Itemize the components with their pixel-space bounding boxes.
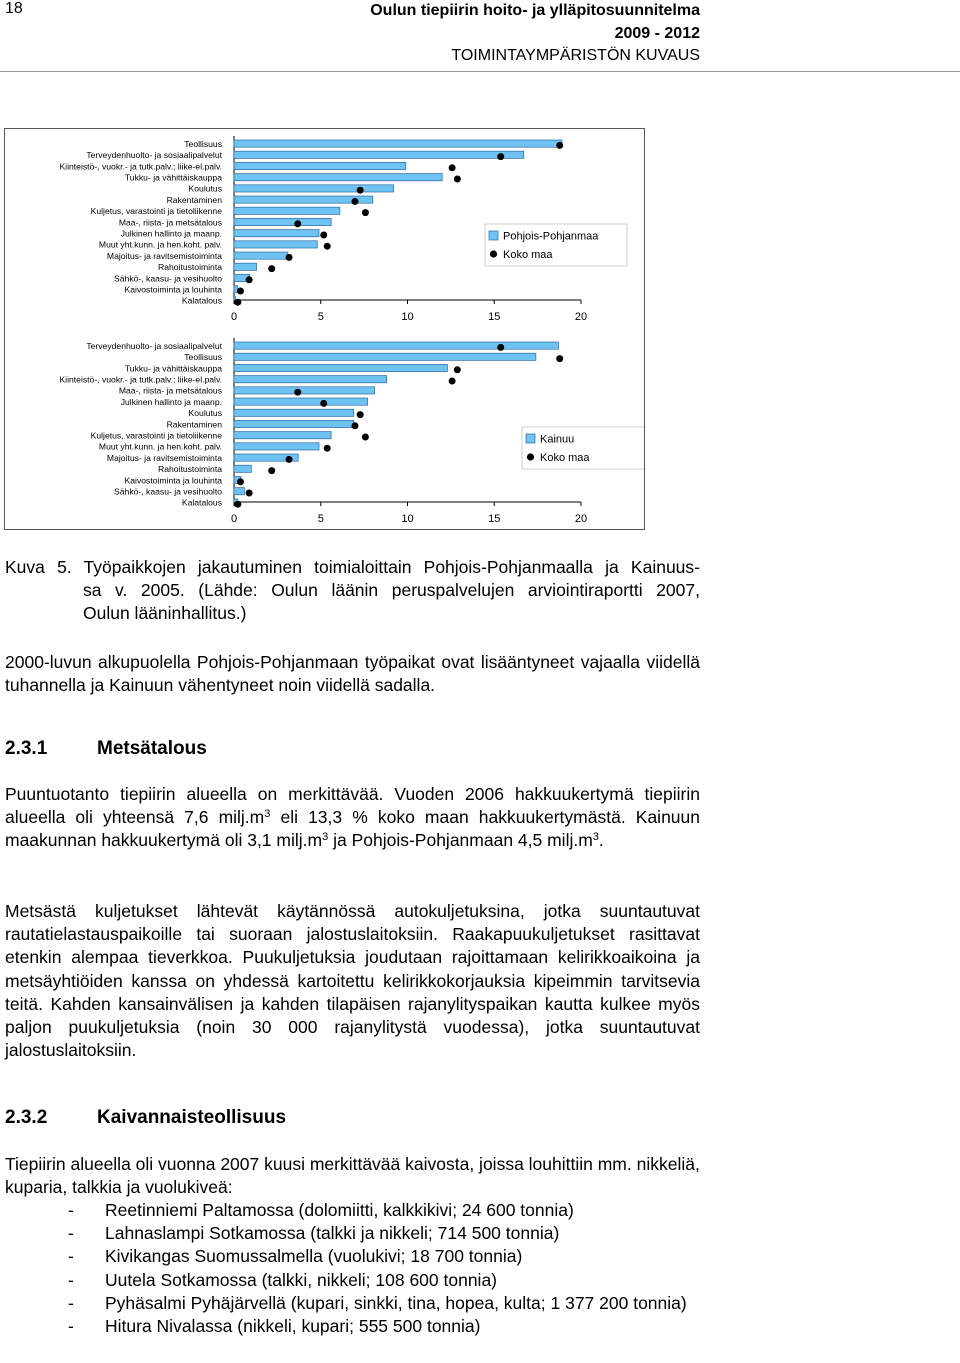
bar-mark xyxy=(234,207,340,214)
document-years: 2009 - 2012 xyxy=(614,24,700,42)
mining-paragraph: Tiepiirin alueella oli vuonna 2007 kuusi merkittävää kaivosta, joissa louhittiin mm. nikkeliä, kuparia, talkkia ja vuolukiveä: xyxy=(5,1154,700,1198)
category-label: Maa-, riista- ja metsätalous xyxy=(118,217,222,228)
list-item-text: Hitura Nivalassa (nikkeli, kupari; 555 500 tonnia) xyxy=(105,1316,481,1337)
bar-mark xyxy=(234,398,368,405)
list-dash: - xyxy=(68,1316,74,1337)
bar-mark xyxy=(234,185,394,192)
list-item-text: Lahnaslampi Sotkamossa (talkki ja nikkeli; 714 500 tonnia) xyxy=(105,1223,560,1244)
forestry-paragraph-2: Metsästä kuljetukset lähtevät käytännössä autokuljetuksina, jotka suuntautuvat rautatielastauspaikoille tai suoraan jalostuslaitoksiin. Raakapuukuljetukset rasittavat etenkin alempaa tieverkkoa. Puukuljetuksia joudutaan rajoittamaan kelirikkoaikoina ja metsäyhtiöiden kanssa on yhdessä kartoitettu kelirikkokorjauksia kipeimmin tarvitsevia teitä. Kahden kansainvälisen ja kahden tilapäisen rajanylityspaikan kautta kulkee myös paljon puukuljetuksia (noin 30 000 rajanylitystä vuodessa), jotka suuntautuvat jalostuslaitoksiin. xyxy=(5,901,700,1061)
list-item-text: Pyhäsalmi Pyhäjärvellä (kupari, sinkki, tina, hopea, kulta; 1 377 200 tonnia) xyxy=(105,1292,687,1313)
dot-mark xyxy=(362,209,369,216)
bar-mark xyxy=(234,263,257,270)
legend-label: Kainuu xyxy=(540,433,575,446)
bar-mark xyxy=(234,218,331,225)
bar-mark xyxy=(234,364,447,371)
list-dash: - xyxy=(68,1292,74,1313)
mine-list xyxy=(5,1199,700,1338)
intro-paragraph: 2000-luvun alkupuolella Pohjois-Pohjanmaan työpaikat ovat lisääntyneet vajaalla viidellä tuhannella ja Kainuun vähentyneet noin viidellä sadalla. xyxy=(5,652,700,696)
category-label: Sähkö-, kaasu- ja vesihuolto xyxy=(114,486,222,497)
category-label: Kalatalous xyxy=(181,497,222,508)
dot-mark xyxy=(324,243,331,250)
category-label: Koulutus xyxy=(188,408,222,419)
list-item xyxy=(5,1245,700,1268)
bar-mark xyxy=(234,151,524,158)
header-divider xyxy=(0,71,960,72)
category-label: Majoitus- ja ravitsemistoiminta xyxy=(106,250,222,261)
category-label: Koulutus xyxy=(188,183,222,194)
bar-mark xyxy=(234,140,562,147)
bar-mark xyxy=(234,376,387,383)
bar-mark xyxy=(234,443,319,450)
legend-dot-swatch xyxy=(527,453,534,460)
dot-mark xyxy=(246,276,253,283)
bar-mark xyxy=(234,342,558,349)
category-label: Rahoitustoiminta xyxy=(157,262,222,273)
dot-mark xyxy=(246,490,253,497)
dot-mark xyxy=(234,299,241,306)
category-label: Majoitus- ja ravitsemistoiminta xyxy=(106,452,222,463)
category-label: Julkinen hallinto ja maanp. xyxy=(120,228,222,239)
legend-bar-swatch xyxy=(526,434,535,443)
category-label: Kaivostoiminta ja louhinta xyxy=(124,475,222,486)
superscript-3: 3 xyxy=(322,831,329,844)
superscript-3: 3 xyxy=(264,808,271,821)
dot-mark xyxy=(268,265,275,272)
category-label: Rakentaminen xyxy=(166,194,222,205)
category-label: Muut yht.kunn. ja hen.koht. palv. xyxy=(98,441,222,452)
dot-mark xyxy=(454,366,461,373)
bar-mark xyxy=(234,488,244,495)
superscript-3: 3 xyxy=(592,831,599,844)
dot-mark xyxy=(320,232,327,239)
legend-bar-swatch xyxy=(489,231,498,240)
x-tick-label: 15 xyxy=(488,311,501,323)
x-tick-label: 5 xyxy=(317,513,324,525)
category-label: Kuljetus, varastointi ja tietoliikenne xyxy=(90,430,222,441)
dot-mark xyxy=(357,187,364,194)
dot-mark xyxy=(234,501,241,508)
legend-label: Koko maa xyxy=(540,452,590,464)
list-dash: - xyxy=(68,1200,74,1220)
dot-mark xyxy=(362,434,369,441)
list-dash: - xyxy=(68,1246,74,1267)
x-tick-label: 10 xyxy=(401,513,414,525)
figure-caption xyxy=(5,556,700,626)
category-label: Tukku- ja vähittäiskauppa xyxy=(124,363,222,374)
list-item xyxy=(5,1315,700,1338)
dot-mark xyxy=(286,456,293,463)
list-item xyxy=(5,1222,700,1245)
dot-mark xyxy=(286,254,293,261)
dot-mark xyxy=(351,198,358,205)
category-label: Julkinen hallinto ja maanp. xyxy=(120,396,222,407)
section-number: 2.3.1 xyxy=(5,738,48,759)
dot-mark xyxy=(237,288,244,295)
x-tick-label: 0 xyxy=(230,311,238,323)
category-label: Maa-, riista- ja metsätalous xyxy=(118,385,222,396)
dot-mark xyxy=(556,355,563,362)
category-label: Kaivostoiminta ja louhinta xyxy=(124,284,222,295)
x-tick-label: 20 xyxy=(574,513,588,525)
x-tick-label: 20 xyxy=(574,311,588,323)
dot-mark xyxy=(454,176,461,183)
section-title: Metsätalous xyxy=(97,738,207,759)
dot-mark xyxy=(351,422,358,429)
bar-mark xyxy=(234,230,319,237)
legend-label: Koko maa xyxy=(503,249,553,261)
forestry-text-3: ja Pohjois-Pohjanmaan 4,5 milj.m xyxy=(328,830,593,851)
category-label: Teollisuus xyxy=(184,138,222,149)
bar-mark xyxy=(234,432,331,439)
dot-mark xyxy=(324,445,331,452)
caption-line-1: Kuva 5. Työpaikkojen jakautuminen toimialoittain Pohjois-Pohjanmaalla ja Kainuus- xyxy=(5,557,700,577)
forestry-text-1: Puuntuotanto tiepiirin alueella on merkittävää. Vuoden 2006 hakkuukertymä tiepiirin alueella oli yhteensä 7,6 milj.m xyxy=(5,784,700,828)
list-item xyxy=(5,1292,700,1315)
bar-mark xyxy=(234,174,442,181)
category-label: Terveydenhuolto- ja sosiaalipalvelut xyxy=(86,340,222,351)
employment-charts xyxy=(5,129,644,529)
category-label: Teollisuus xyxy=(184,352,222,363)
bar-mark xyxy=(234,252,288,259)
list-dash: - xyxy=(68,1223,74,1244)
bar-mark xyxy=(234,387,375,394)
forestry-paragraph-1 xyxy=(5,783,700,853)
bar-mark xyxy=(234,465,251,472)
dot-mark xyxy=(497,344,504,351)
dot-mark xyxy=(556,142,563,149)
category-label: Tukku- ja vähittäiskauppa xyxy=(124,172,222,183)
dot-mark xyxy=(449,164,456,171)
bar-mark xyxy=(234,241,317,248)
x-tick-label: 10 xyxy=(401,311,414,323)
section-number: 2.3.2 xyxy=(5,1107,48,1128)
section-title: Kaivannaisteollisuus xyxy=(97,1107,287,1128)
list-item xyxy=(5,1199,700,1222)
category-label: Kiinteistö-, vuokr.- ja tutk.palv.; liike-el.palv. xyxy=(59,161,222,172)
section-heading-metsatalous xyxy=(5,738,207,760)
category-label: Kalatalous xyxy=(181,295,222,306)
dot-mark xyxy=(320,400,327,407)
category-label: Rakentaminen xyxy=(166,419,222,430)
category-label: Rahoitustoiminta xyxy=(157,464,222,475)
x-tick-label: 0 xyxy=(230,513,238,525)
list-item-text: Uutela Sotkamossa (talkki, nikkeli; 108 600 tonnia) xyxy=(105,1269,498,1290)
list-item-text: Reetinniemi Paltamossa (dolomiitti, kalkkikivi; 24 600 tonnia) xyxy=(105,1200,574,1220)
bar-mark xyxy=(234,353,536,360)
x-tick-label: 5 xyxy=(317,311,324,323)
dot-mark xyxy=(294,389,301,396)
document-title: Oulun tiepiirin hoito- ja ylläpitosuunnitelma xyxy=(370,2,700,19)
bar-mark xyxy=(234,162,406,169)
list-item-text: Kivikangas Suomussalmella (vuolukivi; 18 700 tonnia) xyxy=(105,1246,523,1267)
list-item xyxy=(5,1269,700,1292)
list-dash: - xyxy=(68,1269,74,1290)
bar-mark xyxy=(234,420,354,427)
bar-mark xyxy=(234,286,237,293)
category-label: Sähkö-, kaasu- ja vesihuolto xyxy=(114,273,222,284)
running-header xyxy=(370,0,700,68)
bar-mark xyxy=(234,409,354,416)
caption-line-2: sa v. 2005. (Lähde: Oulun läänin peruspalvelujen arviointiraportti 2007, xyxy=(83,580,700,601)
document-section: TOIMINTAYMPÄRISTÖN KUVAUS xyxy=(451,47,700,64)
category-label: Terveydenhuolto- ja sosiaalipalvelut xyxy=(86,150,222,161)
category-label: Muut yht.kunn. ja hen.koht. palv. xyxy=(98,239,222,250)
employment-figure xyxy=(4,128,645,530)
caption-line-3: Oulun lääninhallitus.) xyxy=(83,603,247,624)
dot-mark xyxy=(497,153,504,160)
legend-label: Pohjois-Pohjanmaa xyxy=(503,230,599,243)
section-heading-kaivannaisteollisuus xyxy=(5,1107,286,1129)
dot-mark xyxy=(449,378,456,385)
forestry-text-2: eli 13,3 % koko maan hakkuukertymästä. Kainuun maakunnan hakkuukertymä oli 3,1 milj.m xyxy=(5,807,700,851)
x-tick-label: 15 xyxy=(488,513,501,525)
dot-mark xyxy=(294,220,301,227)
legend-dot-swatch xyxy=(490,250,497,257)
dot-mark xyxy=(237,478,244,485)
dot-mark xyxy=(268,467,275,474)
category-label: Kuljetus, varastointi ja tietoliikenne xyxy=(90,206,222,217)
dot-mark xyxy=(357,411,364,418)
category-label: Kiinteistö-, vuokr.- ja tutk.palv.; liike-el.palv. xyxy=(59,374,222,385)
page-number: 18 xyxy=(5,0,23,17)
forestry-text-4: . xyxy=(598,830,604,851)
